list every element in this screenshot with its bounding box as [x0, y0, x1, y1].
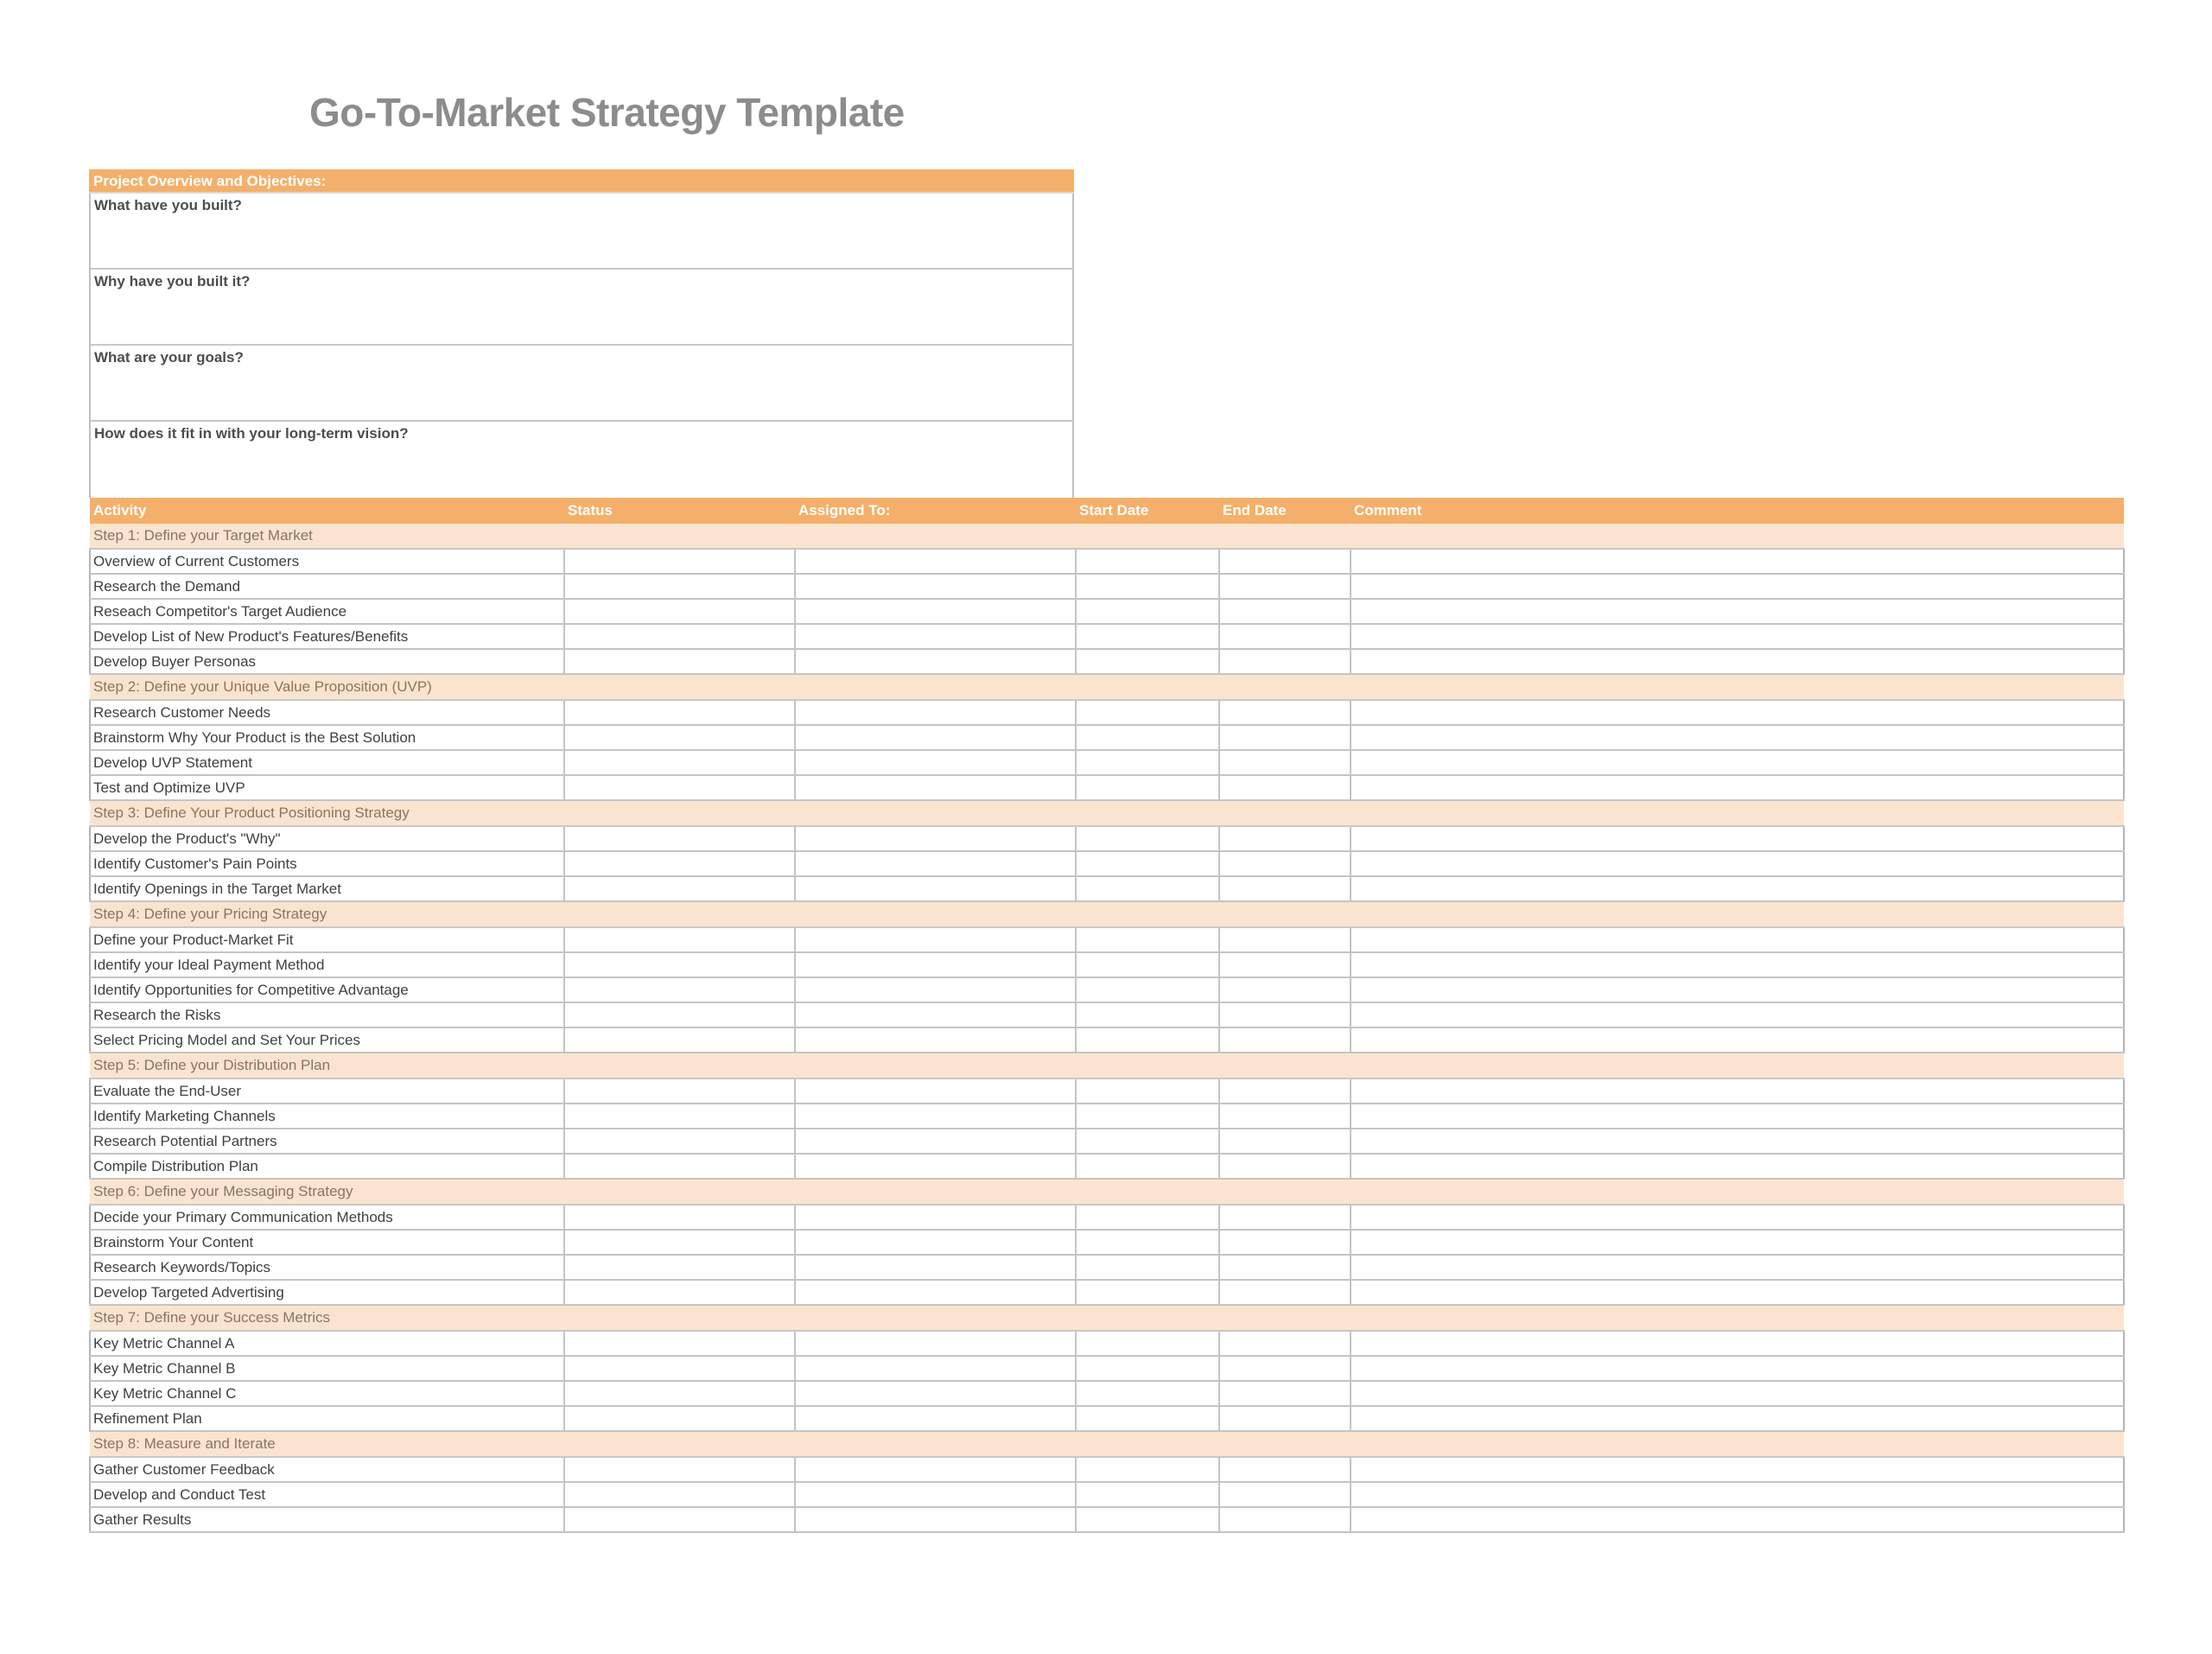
activity-table: [89, 498, 2125, 1533]
table-row: [90, 1280, 2124, 1305]
question-label: Why have you built it?: [94, 273, 251, 289]
activity-cell[interactable]: Evaluate the End-User: [90, 1078, 564, 1104]
comment-cell[interactable]: [1351, 599, 2124, 624]
status-cell[interactable]: [564, 977, 795, 1002]
status-cell[interactable]: [564, 1027, 795, 1053]
step-label: Step 8: Measure and Iterate: [90, 1431, 2124, 1457]
status-cell[interactable]: [564, 1230, 795, 1255]
start-date-cell[interactable]: [1076, 624, 1219, 649]
start-date-cell[interactable]: [1076, 851, 1219, 876]
column-header-assigned-to: Assigned To:: [795, 498, 1076, 524]
table-row: [90, 750, 2124, 775]
comment-cell[interactable]: [1351, 1280, 2124, 1305]
start-date-cell[interactable]: [1076, 574, 1219, 599]
activity-cell[interactable]: Research Customer Needs: [90, 700, 564, 725]
start-date-cell[interactable]: [1076, 1027, 1219, 1053]
assigned-to-cell[interactable]: [795, 1230, 1076, 1255]
status-cell[interactable]: [564, 549, 795, 574]
activity-cell[interactable]: Brainstorm Why Your Product is the Best Solution: [90, 725, 564, 750]
activity-cell[interactable]: Research the Risks: [90, 1002, 564, 1027]
comment-cell[interactable]: [1351, 851, 2124, 876]
activity-cell[interactable]: Key Metric Channel A: [90, 1331, 564, 1356]
activity-cell[interactable]: Develop and Conduct Test: [90, 1482, 564, 1507]
activity-cell[interactable]: Reseach Competitor's Target Audience: [90, 599, 564, 624]
table-row: [90, 549, 2124, 574]
status-cell[interactable]: [564, 1507, 795, 1532]
comment-cell[interactable]: [1351, 1078, 2124, 1104]
end-date-cell[interactable]: [1219, 574, 1351, 599]
assigned-to-cell[interactable]: [795, 1129, 1076, 1154]
table-row: [90, 1482, 2124, 1507]
activity-cell[interactable]: Identify Openings in the Target Market: [90, 876, 564, 901]
status-cell[interactable]: [564, 1129, 795, 1154]
start-date-cell[interactable]: [1076, 700, 1219, 725]
end-date-cell[interactable]: [1219, 775, 1351, 800]
start-date-cell[interactable]: [1076, 725, 1219, 750]
start-date-cell[interactable]: [1076, 1205, 1219, 1230]
assigned-to-cell[interactable]: [795, 1154, 1076, 1179]
end-date-cell[interactable]: [1219, 649, 1351, 674]
step-label: Step 7: Define your Success Metrics: [90, 1305, 2124, 1331]
comment-cell[interactable]: [1351, 952, 2124, 977]
table-row: [90, 1356, 2124, 1381]
activity-cell[interactable]: Key Metric Channel B: [90, 1356, 564, 1381]
table-row: [90, 826, 2124, 851]
status-cell[interactable]: [564, 826, 795, 851]
step-label: Step 4: Define your Pricing Strategy: [90, 901, 2124, 927]
status-cell[interactable]: [564, 599, 795, 624]
comment-cell[interactable]: [1351, 1507, 2124, 1532]
assigned-to-cell[interactable]: [795, 1104, 1076, 1129]
comment-cell[interactable]: [1351, 775, 2124, 800]
activity-cell[interactable]: Develop the Product's "Why": [90, 826, 564, 851]
end-date-cell[interactable]: [1219, 1230, 1351, 1255]
step-label: Step 1: Define your Target Market: [90, 524, 2124, 549]
column-header-start-date: Start Date: [1076, 498, 1219, 524]
step-header-row: [90, 524, 2124, 549]
activity-cell[interactable]: Develop UVP Statement: [90, 750, 564, 775]
comment-cell[interactable]: [1351, 574, 2124, 599]
end-date-cell[interactable]: [1219, 1027, 1351, 1053]
end-date-cell[interactable]: [1219, 750, 1351, 775]
assigned-to-cell[interactable]: [795, 1205, 1076, 1230]
end-date-cell[interactable]: [1219, 1205, 1351, 1230]
activity-cell[interactable]: Brainstorm Your Content: [90, 1230, 564, 1255]
assigned-to-cell[interactable]: [795, 876, 1076, 901]
assigned-to-cell[interactable]: [795, 826, 1076, 851]
status-cell[interactable]: [564, 876, 795, 901]
assigned-to-cell[interactable]: [795, 599, 1076, 624]
table-row: [90, 1078, 2124, 1104]
comment-cell[interactable]: [1351, 876, 2124, 901]
end-date-cell[interactable]: [1219, 1002, 1351, 1027]
table-row: [90, 1331, 2124, 1356]
table-row: [90, 649, 2124, 674]
end-date-cell[interactable]: [1219, 1356, 1351, 1381]
assigned-to-cell[interactable]: [795, 725, 1076, 750]
comment-cell[interactable]: [1351, 1406, 2124, 1431]
status-cell[interactable]: [564, 1381, 795, 1406]
assigned-to-cell[interactable]: [795, 1331, 1076, 1356]
table-row: [90, 1457, 2124, 1482]
comment-cell[interactable]: [1351, 1002, 2124, 1027]
column-header-status: Status: [564, 498, 795, 524]
table-row: [90, 977, 2124, 1002]
assigned-to-cell[interactable]: [795, 927, 1076, 952]
activity-cell[interactable]: Compile Distribution Plan: [90, 1154, 564, 1179]
end-date-cell[interactable]: [1219, 1104, 1351, 1129]
step-header-row: [90, 800, 2124, 826]
status-cell[interactable]: [564, 700, 795, 725]
start-date-cell[interactable]: [1076, 750, 1219, 775]
assigned-to-cell[interactable]: [795, 952, 1076, 977]
comment-cell[interactable]: [1351, 1027, 2124, 1053]
table-row: [90, 624, 2124, 649]
comment-cell[interactable]: [1351, 1381, 2124, 1406]
status-cell[interactable]: [564, 1356, 795, 1381]
activity-cell[interactable]: Gather Customer Feedback: [90, 1457, 564, 1482]
status-cell[interactable]: [564, 1078, 795, 1104]
end-date-cell[interactable]: [1219, 851, 1351, 876]
status-cell[interactable]: [564, 1280, 795, 1305]
start-date-cell[interactable]: [1076, 1331, 1219, 1356]
activity-cell[interactable]: Key Metric Channel C: [90, 1381, 564, 1406]
overview-question-vision[interactable]: [89, 422, 1074, 498]
activity-cell[interactable]: Develop Targeted Advertising: [90, 1280, 564, 1305]
table-row: [90, 1406, 2124, 1431]
status-cell[interactable]: [564, 775, 795, 800]
start-date-cell[interactable]: [1076, 775, 1219, 800]
activity-cell[interactable]: Develop Buyer Personas: [90, 649, 564, 674]
start-date-cell[interactable]: [1076, 649, 1219, 674]
comment-cell[interactable]: [1351, 1255, 2124, 1280]
start-date-cell[interactable]: [1076, 1356, 1219, 1381]
start-date-cell[interactable]: [1076, 1457, 1219, 1482]
start-date-cell[interactable]: [1076, 1129, 1219, 1154]
start-date-cell[interactable]: [1076, 1482, 1219, 1507]
assigned-to-cell[interactable]: [795, 977, 1076, 1002]
status-cell[interactable]: [564, 1406, 795, 1431]
status-cell[interactable]: [564, 1154, 795, 1179]
status-cell[interactable]: [564, 624, 795, 649]
status-cell[interactable]: [564, 1002, 795, 1027]
status-cell[interactable]: [564, 952, 795, 977]
table-row: [90, 725, 2124, 750]
activity-cell[interactable]: Gather Results: [90, 1507, 564, 1532]
assigned-to-cell[interactable]: [795, 1002, 1076, 1027]
table-row: [90, 1205, 2124, 1230]
status-cell[interactable]: [564, 725, 795, 750]
activity-cell[interactable]: Refinement Plan: [90, 1406, 564, 1431]
comment-cell[interactable]: [1351, 1104, 2124, 1129]
assigned-to-cell[interactable]: [795, 1255, 1076, 1280]
end-date-cell[interactable]: [1219, 1457, 1351, 1482]
column-header-comment: Comment: [1351, 498, 2124, 524]
start-date-cell[interactable]: [1076, 1104, 1219, 1129]
table-row: [90, 700, 2124, 725]
end-date-cell[interactable]: [1219, 599, 1351, 624]
status-cell[interactable]: [564, 1331, 795, 1356]
project-overview-box: [89, 169, 1074, 498]
end-date-cell[interactable]: [1219, 1280, 1351, 1305]
assigned-to-cell[interactable]: [795, 1381, 1076, 1406]
assigned-to-cell[interactable]: [795, 649, 1076, 674]
table-row: [90, 1507, 2124, 1532]
comment-cell[interactable]: [1351, 1205, 2124, 1230]
start-date-cell[interactable]: [1076, 1507, 1219, 1532]
activity-cell[interactable]: Identify Customer's Pain Points: [90, 851, 564, 876]
start-date-cell[interactable]: [1076, 952, 1219, 977]
comment-cell[interactable]: [1351, 1129, 2124, 1154]
start-date-cell[interactable]: [1076, 1078, 1219, 1104]
comment-cell[interactable]: [1351, 1230, 2124, 1255]
comment-cell[interactable]: [1351, 1154, 2124, 1179]
step-header-row: [90, 1053, 2124, 1078]
status-cell[interactable]: [564, 574, 795, 599]
overview-question-built[interactable]: [89, 194, 1074, 270]
start-date-cell[interactable]: [1076, 1002, 1219, 1027]
table-row: [90, 1129, 2124, 1154]
table-row: [90, 1230, 2124, 1255]
table-row: [90, 952, 2124, 977]
activity-cell[interactable]: Identify your Ideal Payment Method: [90, 952, 564, 977]
table-row: [90, 851, 2124, 876]
table-row: [90, 1027, 2124, 1053]
status-cell[interactable]: [564, 1104, 795, 1129]
comment-cell[interactable]: [1351, 1457, 2124, 1482]
comment-cell[interactable]: [1351, 549, 2124, 574]
start-date-cell[interactable]: [1076, 1230, 1219, 1255]
status-cell[interactable]: [564, 1255, 795, 1280]
table-header-row: [90, 498, 2124, 524]
activity-cell[interactable]: Research Keywords/Topics: [90, 1255, 564, 1280]
comment-cell[interactable]: [1351, 826, 2124, 851]
overview-question-goals[interactable]: [89, 346, 1074, 422]
status-cell[interactable]: [564, 851, 795, 876]
end-date-cell[interactable]: [1219, 927, 1351, 952]
start-date-cell[interactable]: [1076, 1154, 1219, 1179]
assigned-to-cell[interactable]: [795, 1078, 1076, 1104]
end-date-cell[interactable]: [1219, 549, 1351, 574]
step-header-row: [90, 901, 2124, 927]
start-date-cell[interactable]: [1076, 977, 1219, 1002]
end-date-cell[interactable]: [1219, 952, 1351, 977]
assigned-to-cell[interactable]: [795, 750, 1076, 775]
step-label: Step 3: Define Your Product Positioning Strategy: [90, 800, 2124, 826]
comment-cell[interactable]: [1351, 927, 2124, 952]
column-header-activity: Activity: [90, 498, 564, 524]
end-date-cell[interactable]: [1219, 1507, 1351, 1532]
activity-cell[interactable]: Identify Marketing Channels: [90, 1104, 564, 1129]
start-date-cell[interactable]: [1076, 826, 1219, 851]
start-date-cell[interactable]: [1076, 1406, 1219, 1431]
step-label: Step 6: Define your Messaging Strategy: [90, 1179, 2124, 1205]
start-date-cell[interactable]: [1076, 1255, 1219, 1280]
comment-cell[interactable]: [1351, 725, 2124, 750]
activity-cell[interactable]: Define your Product-Market Fit: [90, 927, 564, 952]
status-cell[interactable]: [564, 1482, 795, 1507]
step-header-row: [90, 1179, 2124, 1205]
assigned-to-cell[interactable]: [795, 1406, 1076, 1431]
comment-cell[interactable]: [1351, 750, 2124, 775]
activity-cell[interactable]: Identify Opportunities for Competitive Advantage: [90, 977, 564, 1002]
question-label: What have you built?: [94, 197, 242, 213]
status-cell[interactable]: [564, 750, 795, 775]
end-date-cell[interactable]: [1219, 1078, 1351, 1104]
table-row: [90, 927, 2124, 952]
comment-cell[interactable]: [1351, 1331, 2124, 1356]
column-header-end-date: End Date: [1219, 498, 1351, 524]
question-label: How does it fit in with your long-term vision?: [94, 425, 409, 442]
activity-cell[interactable]: Select Pricing Model and Set Your Prices: [90, 1027, 564, 1053]
assigned-to-cell[interactable]: [795, 549, 1076, 574]
table-row: [90, 599, 2124, 624]
step-header-row: [90, 1305, 2124, 1331]
comment-cell[interactable]: [1351, 624, 2124, 649]
end-date-cell[interactable]: [1219, 1154, 1351, 1179]
status-cell[interactable]: [564, 1205, 795, 1230]
assigned-to-cell[interactable]: [795, 1280, 1076, 1305]
end-date-cell[interactable]: [1219, 700, 1351, 725]
end-date-cell[interactable]: [1219, 826, 1351, 851]
document-title: Go-To-Market Strategy Template: [309, 90, 905, 135]
assigned-to-cell[interactable]: [795, 1027, 1076, 1053]
status-cell[interactable]: [564, 1457, 795, 1482]
activity-table-body: [90, 524, 2124, 1532]
end-date-cell[interactable]: [1219, 1129, 1351, 1154]
end-date-cell[interactable]: [1219, 977, 1351, 1002]
assigned-to-cell[interactable]: [795, 574, 1076, 599]
end-date-cell[interactable]: [1219, 1406, 1351, 1431]
comment-cell[interactable]: [1351, 977, 2124, 1002]
end-date-cell[interactable]: [1219, 1381, 1351, 1406]
comment-cell[interactable]: [1351, 1356, 2124, 1381]
table-row: [90, 1104, 2124, 1129]
step-header-row: [90, 1431, 2124, 1457]
assigned-to-cell[interactable]: [795, 851, 1076, 876]
overview-question-why[interactable]: [89, 270, 1074, 346]
status-cell[interactable]: [564, 927, 795, 952]
assigned-to-cell[interactable]: [795, 700, 1076, 725]
start-date-cell[interactable]: [1076, 1381, 1219, 1406]
end-date-cell[interactable]: [1219, 1331, 1351, 1356]
end-date-cell[interactable]: [1219, 1255, 1351, 1280]
activity-cell[interactable]: Decide your Primary Communication Methods: [90, 1205, 564, 1230]
activity-cell[interactable]: Develop List of New Product's Features/Benefits: [90, 624, 564, 649]
table-row: [90, 1002, 2124, 1027]
table-row: [90, 775, 2124, 800]
table-row: [90, 1381, 2124, 1406]
end-date-cell[interactable]: [1219, 725, 1351, 750]
table-row: [90, 574, 2124, 599]
end-date-cell[interactable]: [1219, 1482, 1351, 1507]
overview-header: Project Overview and Objectives:: [89, 169, 1074, 194]
activity-cell[interactable]: Overview of Current Customers: [90, 549, 564, 574]
activity-cell[interactable]: Research the Demand: [90, 574, 564, 599]
status-cell[interactable]: [564, 649, 795, 674]
comment-cell[interactable]: [1351, 700, 2124, 725]
assigned-to-cell[interactable]: [795, 1507, 1076, 1532]
end-date-cell[interactable]: [1219, 876, 1351, 901]
assigned-to-cell[interactable]: [795, 1356, 1076, 1381]
activity-cell[interactable]: Test and Optimize UVP: [90, 775, 564, 800]
comment-cell[interactable]: [1351, 649, 2124, 674]
assigned-to-cell[interactable]: [795, 1482, 1076, 1507]
comment-cell[interactable]: [1351, 1482, 2124, 1507]
table-row: [90, 876, 2124, 901]
start-date-cell[interactable]: [1076, 599, 1219, 624]
title-region: [0, 90, 1123, 151]
start-date-cell[interactable]: [1076, 549, 1219, 574]
table-row: [90, 1154, 2124, 1179]
step-label: Step 5: Define your Distribution Plan: [90, 1053, 2124, 1078]
assigned-to-cell[interactable]: [795, 1457, 1076, 1482]
table-row: [90, 1255, 2124, 1280]
step-header-row: [90, 674, 2124, 700]
step-label: Step 2: Define your Unique Value Proposition (UVP): [90, 674, 2124, 700]
assigned-to-cell[interactable]: [795, 624, 1076, 649]
start-date-cell[interactable]: [1076, 1280, 1219, 1305]
assigned-to-cell[interactable]: [795, 775, 1076, 800]
start-date-cell[interactable]: [1076, 927, 1219, 952]
question-label: What are your goals?: [94, 349, 244, 366]
start-date-cell[interactable]: [1076, 876, 1219, 901]
end-date-cell[interactable]: [1219, 624, 1351, 649]
activity-cell[interactable]: Research Potential Partners: [90, 1129, 564, 1154]
